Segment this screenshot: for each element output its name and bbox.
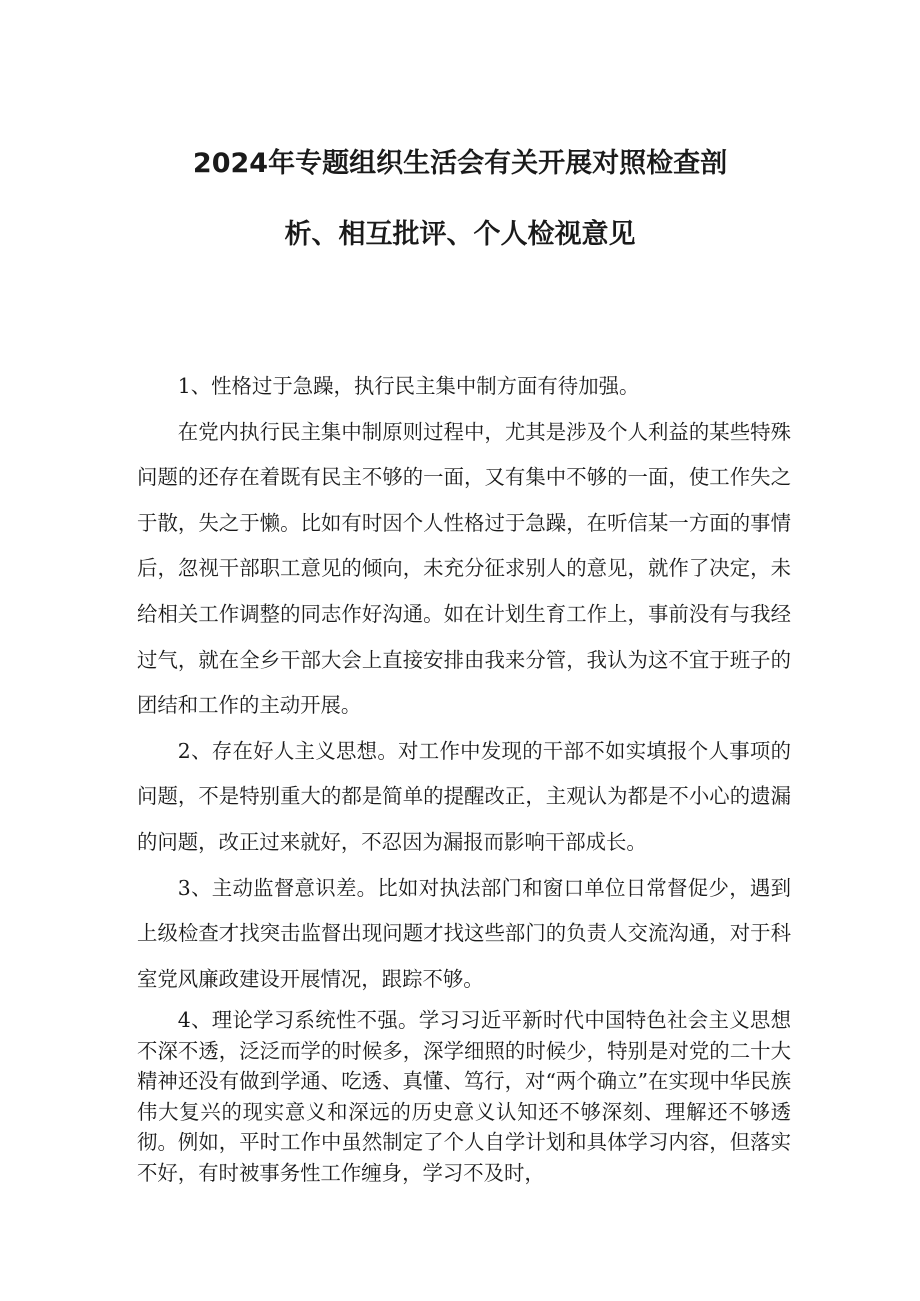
- paragraph-4: 3、主动监督意识差。比如对执法部门和窗口单位日常督促少，遇到上级检查才找突击监督出现问题才找这些部门的负责人交流沟通，对于科室党风廉政建设开展情况，跟踪不够。: [137, 875, 791, 991]
- paragraph-3: 2、存在好人主义思想。对工作中发现的干部不如实填报个人事项的问题，不是特别重大的都是简单的提醒改正，主观认为都是不小心的遗漏的问题，改正过来就好，不忍因为漏报而影响干部成长。: [137, 738, 791, 854]
- document-title-line-1: 2024年专题组织生活会有关开展对照检查剖: [192, 148, 728, 179]
- document-body-section-1: [137, 364, 791, 1002]
- paragraph-5: 4、理论学习系统性不强。学习习近平新时代中国特色社会主义思想不深不透，泛泛而学的时候多，深学细照的时候少，特别是对党的二十大精神还没有做到学通、吃透、真懂、笃行，对“两个确立”在实现中华民族伟大复兴的现实意义和深远的历史意义认知还不够深刻、理解还不够透彻。例如，平时工作中虽然制定了个人自学计划和具体学习内容，但落实不好，有时被事务性工作缠身，学习不及时，: [137, 1008, 791, 1185]
- paragraph-2: 在党内执行民主集中制原则过程中，尤其是涉及个人利益的某些特殊问题的还存在着既有民主不够的一面，又有集中不够的一面，使工作失之于散，失之于懒。比如有时因个人性格过于急躁，在听信某一方面的事情后，忽视干部职工意见的倾向，未充分征求别人的意见，就作了决定，未给相关工作调整的同志作好沟通。如在计划生育工作上，事前没有与我经过气，就在全乡干部大会上直接安排由我来分管，我认为这不宜于班子的团结和工作的主动开展。: [137, 419, 791, 718]
- paragraph-1: 1、性格过于急躁，执行民主集中制方面有待加强。: [177, 374, 640, 398]
- document-body-section-2: [137, 1005, 791, 1188]
- document-title-line-2: 析、相互批评、个人检视意见: [284, 219, 636, 250]
